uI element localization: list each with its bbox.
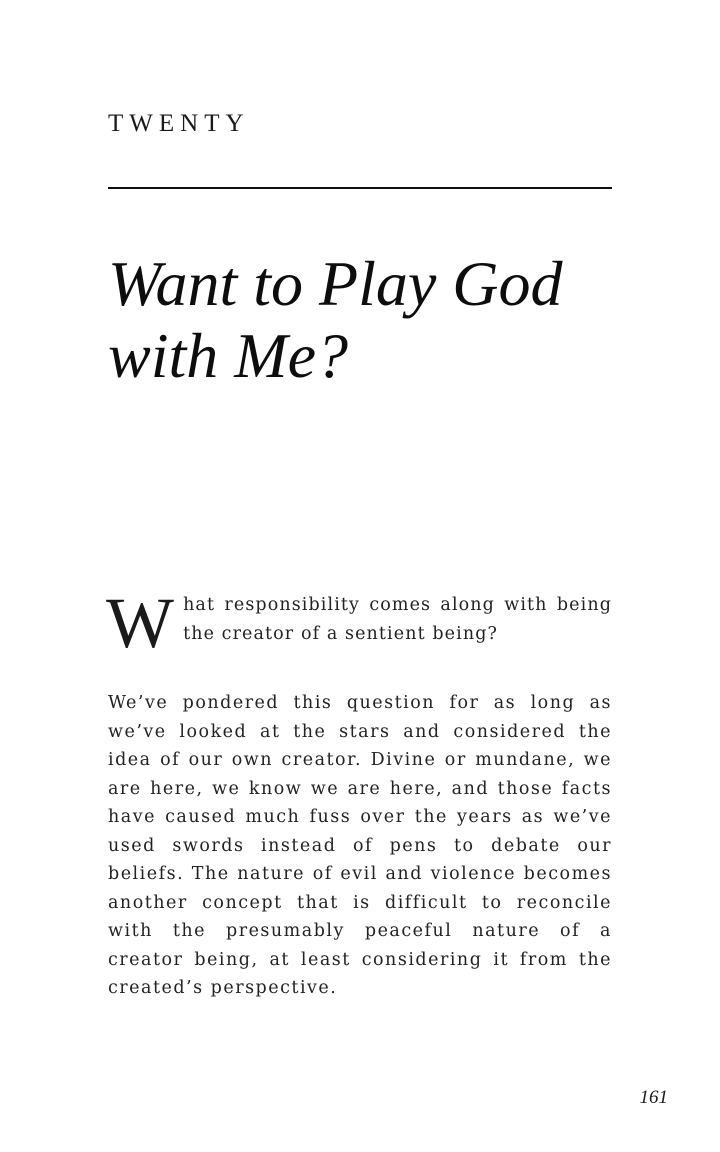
drop-cap: W bbox=[106, 583, 176, 663]
chapter-title: Want to Play God with Me? bbox=[108, 248, 563, 391]
body-paragraph: We’ve pondered this question for as long as we’ve looked at the stars and considered the idea of our own creator. Divine or mundane, we are here, we know we are here, and those facts have caused much fuss over the years as we’ve used swords instead of pens to debate our beliefs. The nature of evil and violence becomes another concept that is difficult to reconcile with the presumably peaceful nature of a creator being, at least considering it from the created’s perspective. bbox=[108, 693, 612, 998]
opening-paragraph-text: hat responsibility comes along with being the creator of a sentient being? bbox=[183, 595, 612, 644]
page-number: 161 bbox=[639, 1087, 668, 1108]
opening-paragraph bbox=[106, 583, 612, 663]
chapter-number: TWENTY bbox=[108, 110, 250, 137]
divider-rule bbox=[108, 187, 612, 189]
